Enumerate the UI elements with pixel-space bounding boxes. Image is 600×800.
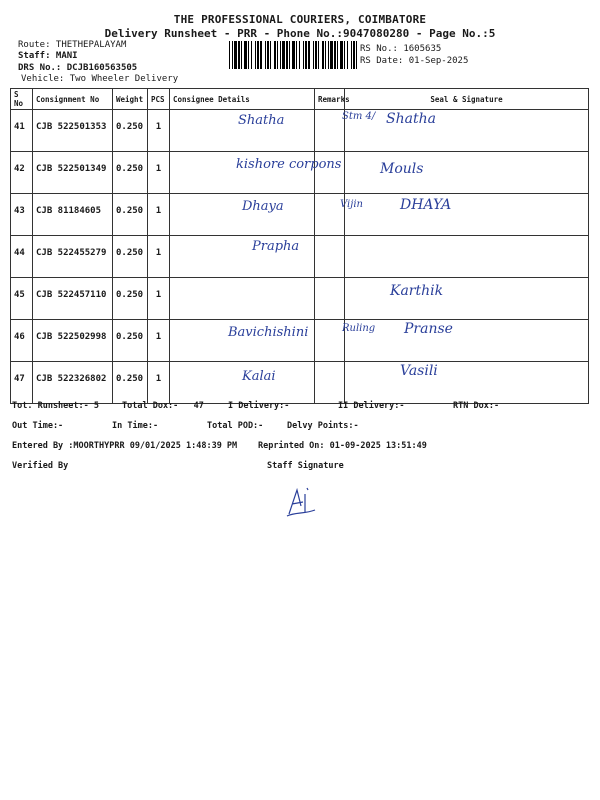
reprinted-on: Reprinted On: 01-09-2025 13:51:49 xyxy=(258,441,427,451)
total-dox: Total Dox:- 47 xyxy=(122,401,204,411)
ii-delivery: II Delivery:- xyxy=(338,401,405,411)
route: Route: THETHEPALAYAM xyxy=(18,40,127,50)
col-header-consignment: Consignment No xyxy=(33,89,113,110)
row-weight: 0.250 xyxy=(113,236,148,278)
rs-number: RS No.: 1605635 xyxy=(360,44,442,54)
rs-date: RS Date: 01-Sep-2025 xyxy=(360,56,469,66)
handwritten-consignee: Kalai xyxy=(242,369,276,384)
table-row xyxy=(11,194,589,236)
row-sno: 46 xyxy=(11,320,33,362)
row-pcs: 1 xyxy=(148,236,170,278)
row-pcs: 1 xyxy=(148,110,170,152)
out-time: Out Time:- xyxy=(12,421,64,431)
row-weight: 0.250 xyxy=(113,152,148,194)
row-pcs: 1 xyxy=(148,362,170,404)
handwritten-seal: Shatha xyxy=(386,111,436,127)
staff-signature-mark xyxy=(283,484,319,520)
total-pod: Total POD:- xyxy=(207,421,264,431)
row-consignment-no: CJB 522455279 xyxy=(33,236,113,278)
row-weight: 0.250 xyxy=(113,278,148,320)
row-sno: 41 xyxy=(11,110,33,152)
handwritten-seal: Pranse xyxy=(404,321,453,337)
col-header-sno: S No xyxy=(11,89,33,110)
row-weight: 0.250 xyxy=(113,110,148,152)
row-pcs: 1 xyxy=(148,278,170,320)
row-sno: 47 xyxy=(11,362,33,404)
handwritten-seal: Mouls xyxy=(380,161,424,177)
row-pcs: 1 xyxy=(148,194,170,236)
handwritten-consignee: Dhaya xyxy=(242,199,284,214)
handwritten-consignee: kishore corpons xyxy=(236,157,342,172)
row-sno: 43 xyxy=(11,194,33,236)
row-consignment-no: CJB 522502998 xyxy=(33,320,113,362)
handwritten-remarks: Ruling xyxy=(342,323,376,334)
row-consignee xyxy=(170,278,315,320)
row-weight: 0.250 xyxy=(113,320,148,362)
row-sno: 42 xyxy=(11,152,33,194)
table-row xyxy=(11,278,589,320)
col-header-weight: Weight xyxy=(113,89,148,110)
verified-by: Verified By xyxy=(12,461,69,471)
row-remarks xyxy=(315,278,345,320)
vehicle: Vehicle: Two Wheeler Delivery xyxy=(21,74,179,84)
row-seal xyxy=(345,362,589,404)
in-time: In Time:- xyxy=(112,421,159,431)
handwritten-consignee: Bavichishini xyxy=(228,325,309,340)
row-consignment-no: CJB 522501353 xyxy=(33,110,113,152)
handwritten-remarks: Vijin xyxy=(340,199,363,210)
col-header-pcs: PCS xyxy=(148,89,170,110)
row-seal xyxy=(345,320,589,362)
tot-runsheet: Tot. Runsheet:- 5 xyxy=(12,401,99,411)
row-remarks xyxy=(315,362,345,404)
table-row xyxy=(11,236,589,278)
delvy-points: Delvy Points:- xyxy=(287,421,359,431)
row-seal xyxy=(345,278,589,320)
i-delivery: I Delivery:- xyxy=(228,401,290,411)
handwritten-seal: Vasili xyxy=(400,363,438,379)
row-consignment-no: CJB 522501349 xyxy=(33,152,113,194)
row-pcs: 1 xyxy=(148,320,170,362)
row-remarks xyxy=(315,110,345,152)
table-row xyxy=(11,362,589,404)
table-row xyxy=(11,110,589,152)
row-remarks xyxy=(315,236,345,278)
row-consignment-no: CJB 522457110 xyxy=(33,278,113,320)
row-consignment-no: CJB 522326802 xyxy=(33,362,113,404)
barcode xyxy=(229,41,357,69)
row-sno: 45 xyxy=(11,278,33,320)
col-header-remarks: Remarks xyxy=(315,89,345,110)
row-sno: 44 xyxy=(11,236,33,278)
table-header-row xyxy=(11,89,589,110)
row-consignment-no: CJB 81184605 xyxy=(33,194,113,236)
col-header-consignee: Consignee Details xyxy=(170,89,315,110)
handwritten-seal: DHAYA xyxy=(400,197,452,213)
row-seal xyxy=(345,236,589,278)
runsheet-subtitle: Delivery Runsheet - PRR - Phone No.:9047080280 - Page No.:5 xyxy=(104,27,496,40)
entered-by: Entered By :MOORTHYPRR 09/01/2025 1:48:39 PM xyxy=(12,441,238,451)
handwritten-remarks: Stm 4/ xyxy=(342,111,376,122)
company-title: THE PROFESSIONAL COURIERS, COIMBATORE xyxy=(173,13,427,26)
row-seal xyxy=(345,194,589,236)
row-remarks xyxy=(315,320,345,362)
handwritten-consignee: Shatha xyxy=(238,113,285,128)
row-weight: 0.250 xyxy=(113,362,148,404)
handwritten-consignee: Prapha xyxy=(252,239,300,254)
rtn-dox: RTN Dox:- xyxy=(453,401,500,411)
drs-number: DRS No.: DCJB160563505 xyxy=(18,63,138,73)
row-seal xyxy=(345,110,589,152)
handwritten-seal: Karthik xyxy=(390,283,444,299)
row-pcs: 1 xyxy=(148,152,170,194)
staff: Staff: MANI xyxy=(18,51,78,61)
runsheet-table xyxy=(10,88,589,404)
col-header-seal: Seal & Signature xyxy=(345,89,589,110)
staff-signature-label: Staff Signature xyxy=(267,461,344,471)
row-weight: 0.250 xyxy=(113,194,148,236)
